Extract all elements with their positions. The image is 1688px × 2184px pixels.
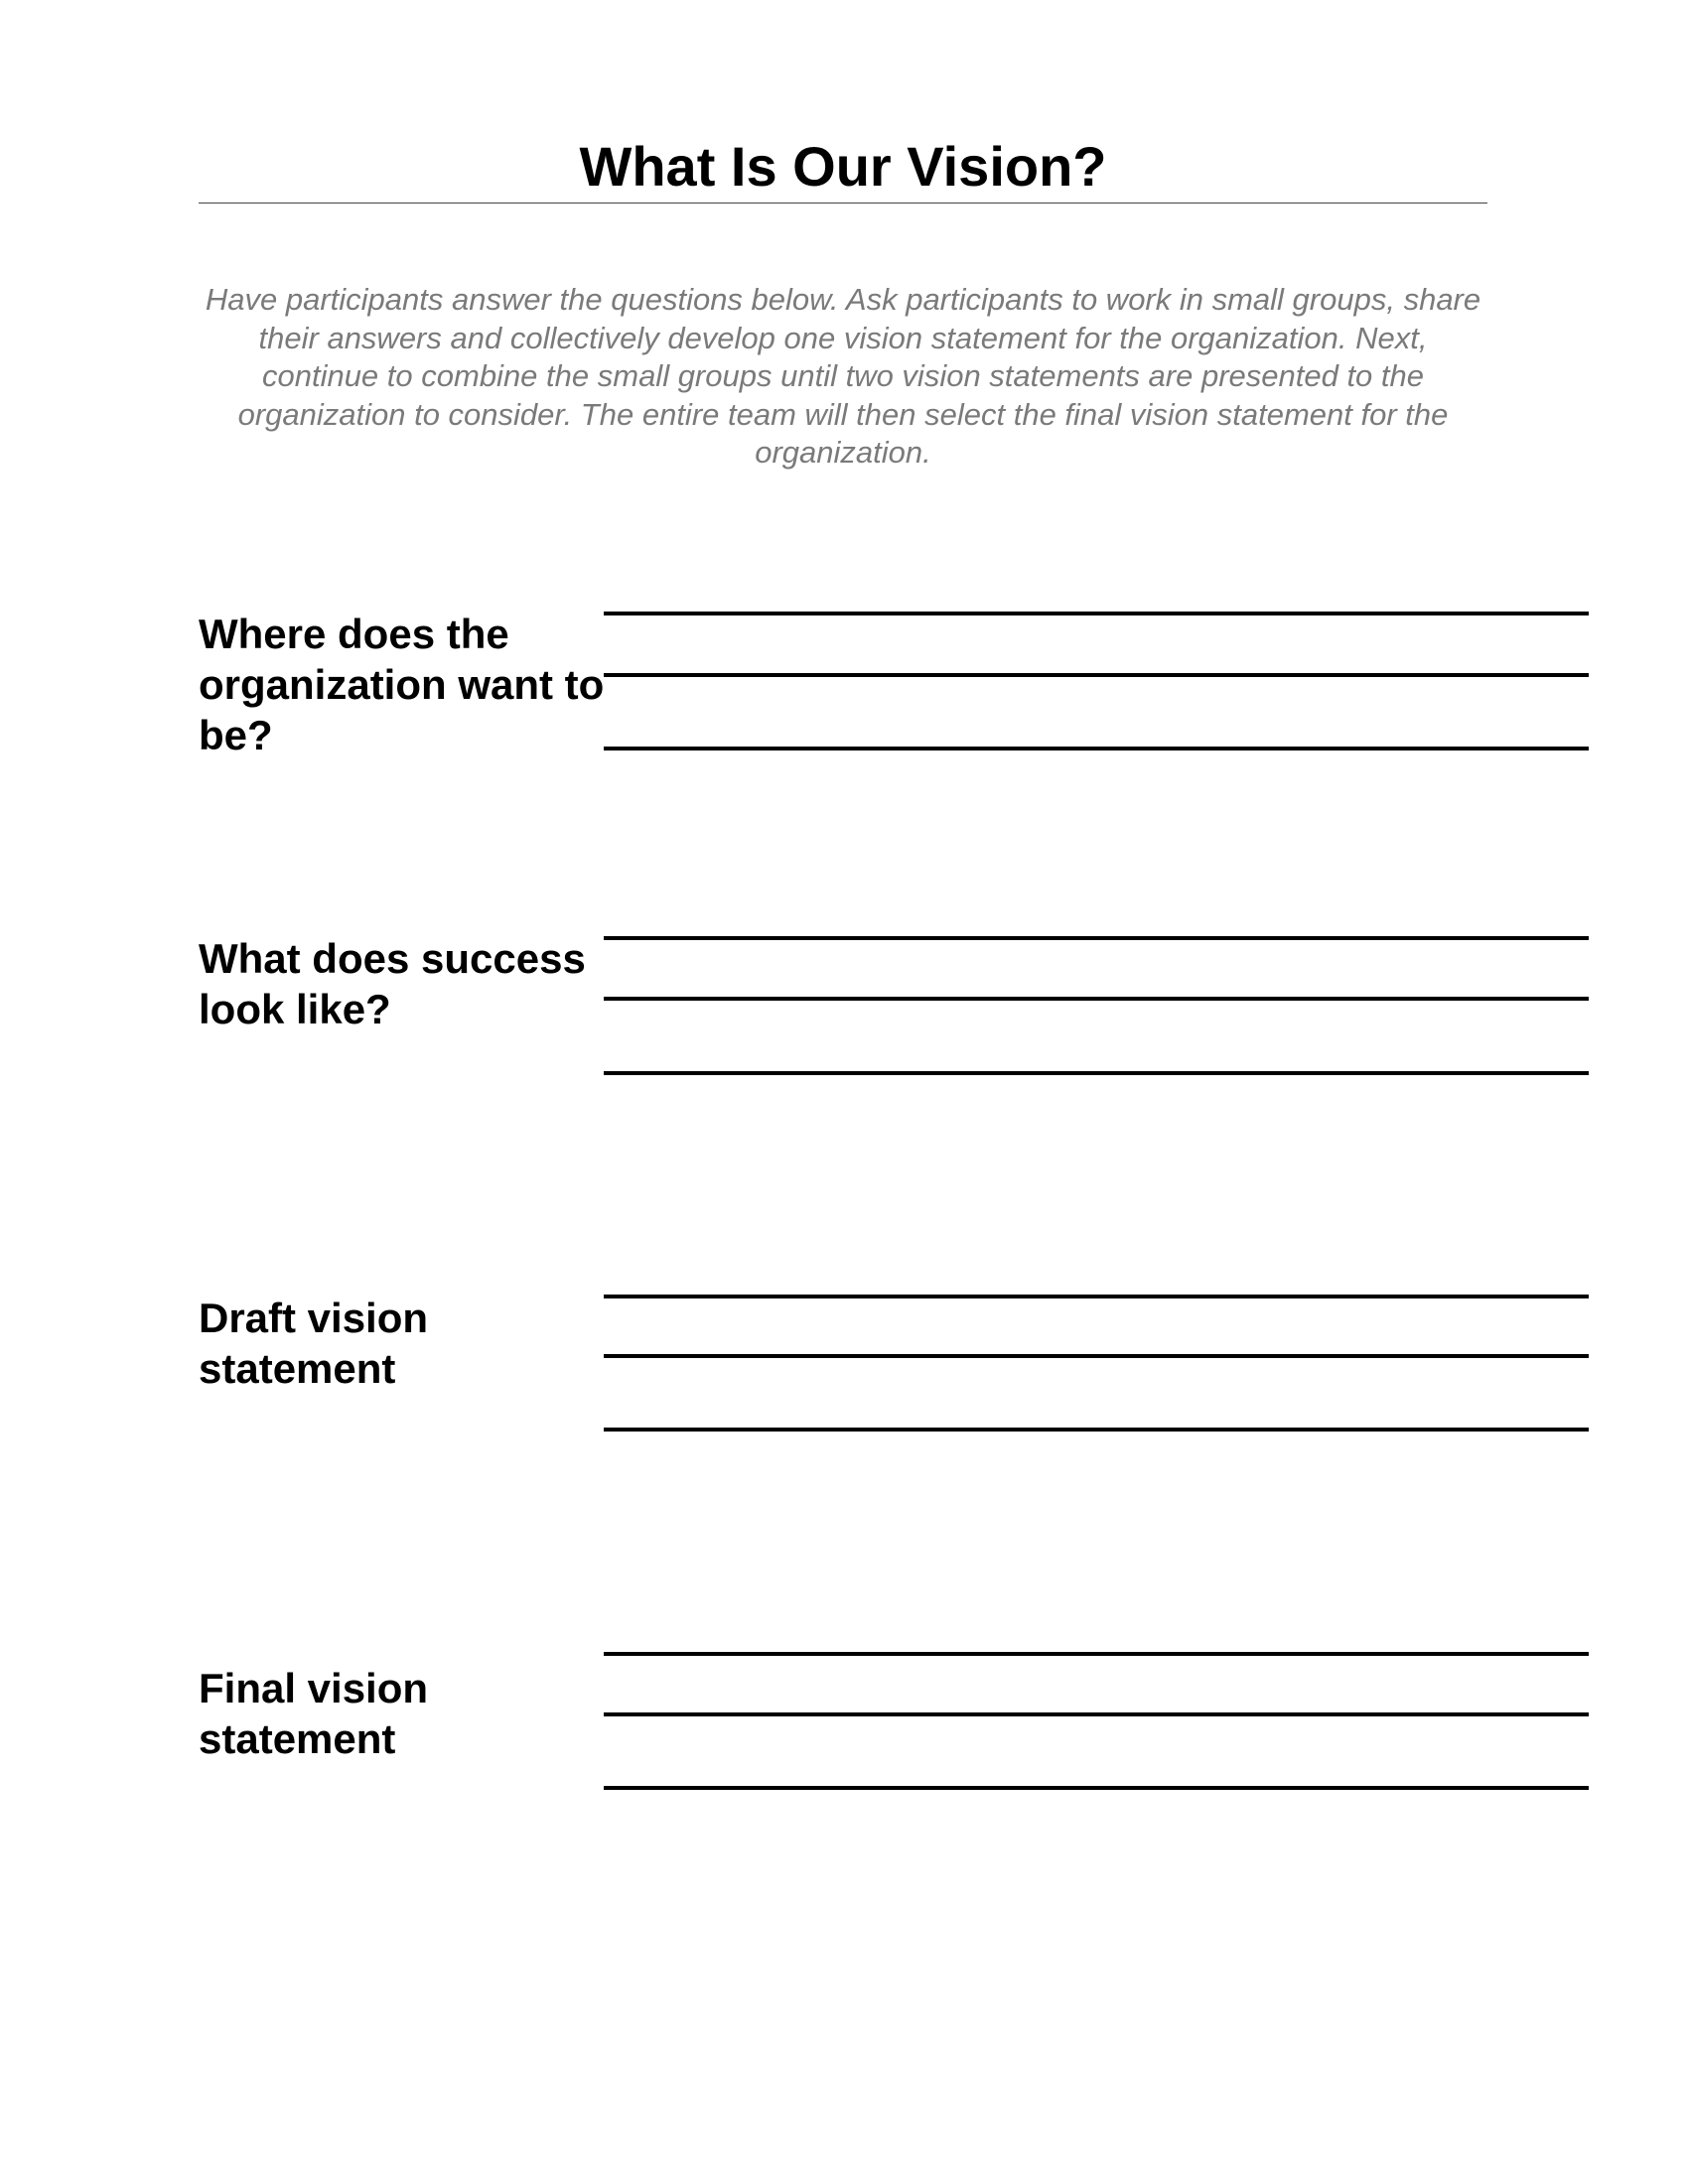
- answer-line[interactable]: [604, 997, 1589, 1001]
- answer-line[interactable]: [604, 612, 1589, 615]
- answer-line[interactable]: [604, 747, 1589, 751]
- answer-line[interactable]: [604, 1295, 1589, 1298]
- question-label-where: Where does the organization want to be?: [199, 611, 605, 758]
- answer-line[interactable]: [604, 1712, 1589, 1716]
- answer-line[interactable]: [604, 673, 1589, 677]
- title-divider: [199, 203, 1487, 204]
- answer-line[interactable]: [604, 936, 1589, 940]
- answer-line[interactable]: [604, 1652, 1589, 1656]
- instructions-text: Have participants answer the questions below. Ask participants to work in small groups, share their answers and collectively develop one vision statement for the organization. Next, continue to combine the small groups until two vision statements are presented to the organization to consider. The entire team will then select the final vision statement for the organization.: [205, 282, 1481, 470]
- answer-line[interactable]: [604, 1071, 1589, 1075]
- answer-line[interactable]: [604, 1786, 1589, 1790]
- question-label-final: Final vision statement: [199, 1665, 429, 1762]
- question-label-draft: Draft vision statement: [199, 1295, 429, 1392]
- answer-line[interactable]: [604, 1428, 1589, 1432]
- question-label-success: What does success look like?: [199, 935, 586, 1032]
- page-title: What Is Our Vision?: [579, 135, 1107, 198]
- answer-line[interactable]: [604, 1354, 1589, 1358]
